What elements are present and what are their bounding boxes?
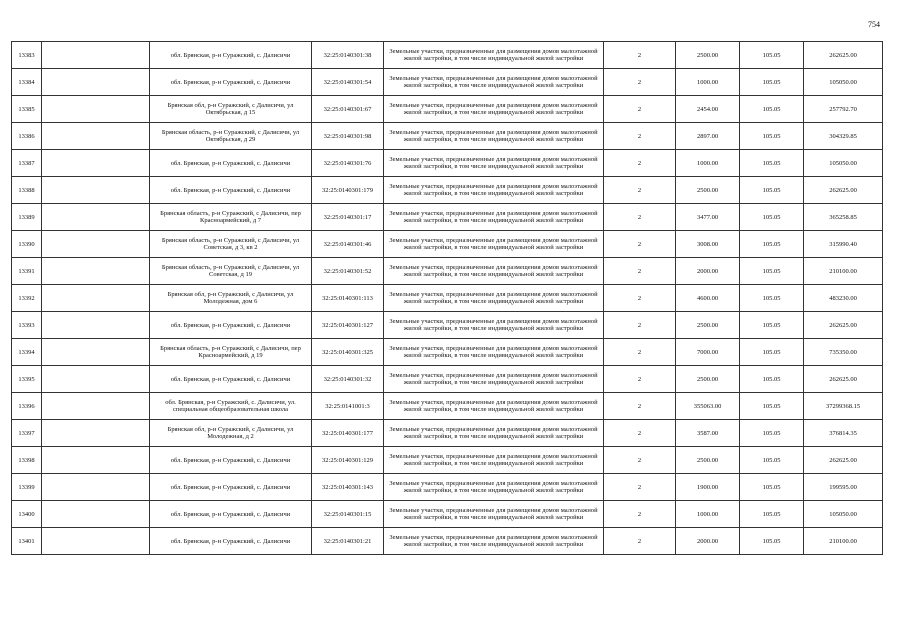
- table-row: [12, 393, 883, 420]
- spacer-cell: [42, 258, 150, 285]
- cadastral-number-cell: 32:25:0140301:54: [312, 69, 384, 96]
- cadastral-number-cell: 32:25:0140301:32: [312, 366, 384, 393]
- spacer-cell: [42, 123, 150, 150]
- spacer-cell: [42, 204, 150, 231]
- area-cell: 7000.00: [676, 339, 740, 366]
- cadastral-value-cell: 735350.00: [804, 339, 883, 366]
- record-number: 13387: [12, 150, 42, 177]
- record-number: 13383: [12, 42, 42, 69]
- spacer-cell: [42, 339, 150, 366]
- specific-value-cell: 105.05: [740, 339, 804, 366]
- land-purpose-cell: Земельные участки, предназначенные для размещения домов малоэтажной жилой застройки, в том числе индивидуальной жилой застройки: [384, 312, 604, 339]
- table-row: [12, 501, 883, 528]
- group-cell: 2: [604, 204, 676, 231]
- area-cell: 2500.00: [676, 312, 740, 339]
- group-cell: 2: [604, 42, 676, 69]
- specific-value-cell: 105.05: [740, 42, 804, 69]
- table-row: [12, 285, 883, 312]
- table-row: [12, 366, 883, 393]
- land-purpose-cell: Земельные участки, предназначенные для размещения домов малоэтажной жилой застройки, в том числе индивидуальной жилой застройки: [384, 447, 604, 474]
- cadastral-value-cell: 376814.35: [804, 420, 883, 447]
- cadastral-number-cell: 32:25:0140301:98: [312, 123, 384, 150]
- spacer-cell: [42, 96, 150, 123]
- spacer-cell: [42, 150, 150, 177]
- spacer-cell: [42, 420, 150, 447]
- cadastral-value-cell: 105050.00: [804, 150, 883, 177]
- group-cell: 2: [604, 474, 676, 501]
- table-row: [12, 474, 883, 501]
- specific-value-cell: 105.05: [740, 69, 804, 96]
- area-cell: 1000.00: [676, 501, 740, 528]
- area-cell: 2000.00: [676, 528, 740, 555]
- cadastral-number-cell: 32:25:0140301:21: [312, 528, 384, 555]
- spacer-cell: [42, 366, 150, 393]
- spacer-cell: [42, 312, 150, 339]
- record-number: 13384: [12, 69, 42, 96]
- cadastral-number-cell: 32:25:0140301:15: [312, 501, 384, 528]
- record-number: 13389: [12, 204, 42, 231]
- group-cell: 2: [604, 96, 676, 123]
- address-cell: Брянская область, р-н Суражский, с Далисичи, ул Октябрьская, д 29: [150, 123, 312, 150]
- specific-value-cell: 105.05: [740, 204, 804, 231]
- group-cell: 2: [604, 420, 676, 447]
- cadastral-number-cell: 32:25:0140301:17: [312, 204, 384, 231]
- record-number: 13391: [12, 258, 42, 285]
- area-cell: 3477.00: [676, 204, 740, 231]
- table-row: [12, 150, 883, 177]
- specific-value-cell: 105.05: [740, 96, 804, 123]
- cadastral-number-cell: 32:25:0140301:127: [312, 312, 384, 339]
- cadastral-number-cell: 32:25:0140301:129: [312, 447, 384, 474]
- address-cell: обл. Брянская, р-н Суражский, с. Далисичи: [150, 177, 312, 204]
- record-number: 13394: [12, 339, 42, 366]
- area-cell: 1000.00: [676, 150, 740, 177]
- cadastral-value-cell: 262625.00: [804, 366, 883, 393]
- record-number: 13386: [12, 123, 42, 150]
- land-purpose-cell: Земельные участки, предназначенные для размещения домов малоэтажной жилой застройки, в том числе индивидуальной жилой застройки: [384, 231, 604, 258]
- specific-value-cell: 105.05: [740, 285, 804, 312]
- land-purpose-cell: Земельные участки, предназначенные для размещения домов малоэтажной жилой застройки, в том числе индивидуальной жилой застройки: [384, 258, 604, 285]
- spacer-cell: [42, 177, 150, 204]
- address-cell: обл. Брянская, р-н Суражский, с. Далисичи: [150, 474, 312, 501]
- cadastral-number-cell: 32:25:0140301:177: [312, 420, 384, 447]
- land-purpose-cell: Земельные участки, предназначенные для размещения домов малоэтажной жилой застройки, в том числе индивидуальной жилой застройки: [384, 474, 604, 501]
- cadastral-value-table: [11, 41, 883, 555]
- table-row: [12, 447, 883, 474]
- land-purpose-cell: Земельные участки, предназначенные для размещения домов малоэтажной жилой застройки, в том числе индивидуальной жилой застройки: [384, 69, 604, 96]
- land-purpose-cell: Земельные участки, предназначенные для размещения домов малоэтажной жилой застройки, в том числе индивидуальной жилой застройки: [384, 420, 604, 447]
- land-purpose-cell: Земельные участки, предназначенные для размещения домов малоэтажной жилой застройки, в том числе индивидуальной жилой застройки: [384, 123, 604, 150]
- cadastral-number-cell: 32:25:0140301:76: [312, 150, 384, 177]
- specific-value-cell: 105.05: [740, 123, 804, 150]
- land-purpose-cell: Земельные участки, предназначенные для размещения домов малоэтажной жилой застройки, в том числе индивидуальной жилой застройки: [384, 528, 604, 555]
- record-number: 13398: [12, 447, 42, 474]
- cadastral-value-cell: 37299368.15: [804, 393, 883, 420]
- record-number: 13393: [12, 312, 42, 339]
- cadastral-value-cell: 210100.00: [804, 528, 883, 555]
- address-cell: Брянская обл, р-н Суражский, с Далисичи, ул Октябрьская, д 15: [150, 96, 312, 123]
- specific-value-cell: 105.05: [740, 501, 804, 528]
- land-purpose-cell: Земельные участки, предназначенные для размещения домов малоэтажной жилой застройки, в том числе индивидуальной жилой застройки: [384, 393, 604, 420]
- cadastral-value-cell: 105050.00: [804, 69, 883, 96]
- area-cell: 3008.00: [676, 231, 740, 258]
- record-number: 13385: [12, 96, 42, 123]
- spacer-cell: [42, 528, 150, 555]
- spacer-cell: [42, 285, 150, 312]
- record-number: 13392: [12, 285, 42, 312]
- group-cell: 2: [604, 285, 676, 312]
- address-cell: Брянская область, р-н Суражский, с Далисичи, пер Красноармейский, д 7: [150, 204, 312, 231]
- page-number: 754: [868, 20, 880, 29]
- table-row: [12, 42, 883, 69]
- group-cell: 2: [604, 447, 676, 474]
- address-cell: Брянская обл, р-н Суражский, с Далисичи, ул Молодежная, дом 6: [150, 285, 312, 312]
- land-purpose-cell: Земельные участки, предназначенные для размещения домов малоэтажной жилой застройки, в том числе индивидуальной жилой застройки: [384, 339, 604, 366]
- cadastral-number-cell: 32:25:0140301:113: [312, 285, 384, 312]
- record-number: 13400: [12, 501, 42, 528]
- specific-value-cell: 105.05: [740, 231, 804, 258]
- specific-value-cell: 105.05: [740, 150, 804, 177]
- area-cell: 2454.00: [676, 96, 740, 123]
- area-cell: 355063.00: [676, 393, 740, 420]
- land-purpose-cell: Земельные участки, предназначенные для размещения домов малоэтажной жилой застройки, в том числе индивидуальной жилой застройки: [384, 177, 604, 204]
- cadastral-value-cell: 483230.00: [804, 285, 883, 312]
- group-cell: 2: [604, 312, 676, 339]
- spacer-cell: [42, 447, 150, 474]
- area-cell: 1900.00: [676, 474, 740, 501]
- table-row: [12, 231, 883, 258]
- table-row: [12, 69, 883, 96]
- spacer-cell: [42, 474, 150, 501]
- cadastral-value-cell: 210100.00: [804, 258, 883, 285]
- cadastral-number-cell: 32:25:0140301:325: [312, 339, 384, 366]
- record-number: 13396: [12, 393, 42, 420]
- cadastral-number-cell: 32:25:0140301:46: [312, 231, 384, 258]
- cadastral-value-cell: 315990.40: [804, 231, 883, 258]
- group-cell: 2: [604, 366, 676, 393]
- group-cell: 2: [604, 393, 676, 420]
- specific-value-cell: 105.05: [740, 312, 804, 339]
- land-purpose-cell: Земельные участки, предназначенные для размещения домов малоэтажной жилой застройки, в том числе индивидуальной жилой застройки: [384, 366, 604, 393]
- group-cell: 2: [604, 501, 676, 528]
- specific-value-cell: 105.05: [740, 447, 804, 474]
- cadastral-value-cell: 262625.00: [804, 312, 883, 339]
- area-cell: 2897.00: [676, 123, 740, 150]
- cadastral-number-cell: 32:25:0140301:143: [312, 474, 384, 501]
- record-number: 13401: [12, 528, 42, 555]
- specific-value-cell: 105.05: [740, 528, 804, 555]
- specific-value-cell: 105.05: [740, 393, 804, 420]
- area-cell: 3587.00: [676, 420, 740, 447]
- address-cell: Брянская область, р-н Суражский, с Далисичи, ул Советская, д 3, кв 2: [150, 231, 312, 258]
- address-cell: обл. Брянская, р-н Суражский, с. Далисичи: [150, 69, 312, 96]
- group-cell: 2: [604, 177, 676, 204]
- address-cell: обл. Брянская, р-н Суражский, с. Далисичи: [150, 312, 312, 339]
- specific-value-cell: 105.05: [740, 420, 804, 447]
- area-cell: 2500.00: [676, 447, 740, 474]
- land-purpose-cell: Земельные участки, предназначенные для размещения домов малоэтажной жилой застройки, в том числе индивидуальной жилой застройки: [384, 501, 604, 528]
- cadastral-value-cell: 262625.00: [804, 177, 883, 204]
- cadastral-value-cell: 304329.85: [804, 123, 883, 150]
- specific-value-cell: 105.05: [740, 366, 804, 393]
- land-purpose-cell: Земельные участки, предназначенные для размещения домов малоэтажной жилой застройки, в том числе индивидуальной жилой застройки: [384, 96, 604, 123]
- table-row: [12, 312, 883, 339]
- group-cell: 2: [604, 150, 676, 177]
- group-cell: 2: [604, 231, 676, 258]
- address-cell: обл. Брянская, р-н Суражский, с. Далисичи: [150, 501, 312, 528]
- land-purpose-cell: Земельные участки, предназначенные для размещения домов малоэтажной жилой застройки, в том числе индивидуальной жилой застройки: [384, 204, 604, 231]
- spacer-cell: [42, 393, 150, 420]
- spacer-cell: [42, 231, 150, 258]
- group-cell: 2: [604, 69, 676, 96]
- cadastral-value-cell: 257792.70: [804, 96, 883, 123]
- area-cell: 2500.00: [676, 366, 740, 393]
- table-row: [12, 96, 883, 123]
- specific-value-cell: 105.05: [740, 177, 804, 204]
- group-cell: 2: [604, 339, 676, 366]
- cadastral-value-cell: 365258.85: [804, 204, 883, 231]
- cadastral-number-cell: 32:25:0140301:67: [312, 96, 384, 123]
- address-cell: обл. Брянская, р-н Суражский, с. Далисичи, ул. специальная общеобразовательная школа: [150, 393, 312, 420]
- table-row: [12, 339, 883, 366]
- spacer-cell: [42, 42, 150, 69]
- address-cell: Брянская область, р-н Суражский, с Далисичи, пер Красноармейский, д 19: [150, 339, 312, 366]
- table-row: [12, 177, 883, 204]
- cadastral-value-cell: 262625.00: [804, 447, 883, 474]
- address-cell: обл. Брянская, р-н Суражский, с. Далисичи: [150, 447, 312, 474]
- address-cell: обл. Брянская, р-н Суражский, с. Далисичи: [150, 528, 312, 555]
- address-cell: обл. Брянская, р-н Суражский, с. Далисичи: [150, 366, 312, 393]
- table-row: [12, 258, 883, 285]
- address-cell: Брянская обл, р-н Суражский, с Далисичи, ул Молодежная, д 2: [150, 420, 312, 447]
- address-cell: обл. Брянская, р-н Суражский, с. Далисичи: [150, 42, 312, 69]
- table-row: [12, 420, 883, 447]
- table-row: [12, 204, 883, 231]
- area-cell: 2500.00: [676, 42, 740, 69]
- specific-value-cell: 105.05: [740, 474, 804, 501]
- record-number: 13399: [12, 474, 42, 501]
- cadastral-value-cell: 262625.00: [804, 42, 883, 69]
- cadastral-number-cell: 32:25:0140301:179: [312, 177, 384, 204]
- record-number: 13390: [12, 231, 42, 258]
- area-cell: 2000.00: [676, 258, 740, 285]
- address-cell: обл. Брянская, р-н Суражский, с. Далисичи: [150, 150, 312, 177]
- group-cell: 2: [604, 528, 676, 555]
- address-cell: Брянская область, р-н Суражский, с Далисичи, ул Советская, д 19: [150, 258, 312, 285]
- table-row: [12, 528, 883, 555]
- spacer-cell: [42, 69, 150, 96]
- record-number: 13388: [12, 177, 42, 204]
- cadastral-number-cell: 32:25:0140301:38: [312, 42, 384, 69]
- cadastral-number-cell: 32:25:0140301:52: [312, 258, 384, 285]
- record-number: 13395: [12, 366, 42, 393]
- cadastral-value-cell: 199595.00: [804, 474, 883, 501]
- specific-value-cell: 105.05: [740, 258, 804, 285]
- land-purpose-cell: Земельные участки, предназначенные для размещения домов малоэтажной жилой застройки, в том числе индивидуальной жилой застройки: [384, 285, 604, 312]
- group-cell: 2: [604, 258, 676, 285]
- area-cell: 2500.00: [676, 177, 740, 204]
- area-cell: 4600.00: [676, 285, 740, 312]
- group-cell: 2: [604, 123, 676, 150]
- table-body: [12, 42, 883, 555]
- land-purpose-cell: Земельные участки, предназначенные для размещения домов малоэтажной жилой застройки, в том числе индивидуальной жилой застройки: [384, 150, 604, 177]
- spacer-cell: [42, 501, 150, 528]
- cadastral-value-cell: 105050.00: [804, 501, 883, 528]
- land-purpose-cell: Земельные участки, предназначенные для размещения домов малоэтажной жилой застройки, в том числе индивидуальной жилой застройки: [384, 42, 604, 69]
- cadastral-number-cell: 32:25:0141001:3: [312, 393, 384, 420]
- area-cell: 1000.00: [676, 69, 740, 96]
- record-number: 13397: [12, 420, 42, 447]
- table-row: [12, 123, 883, 150]
